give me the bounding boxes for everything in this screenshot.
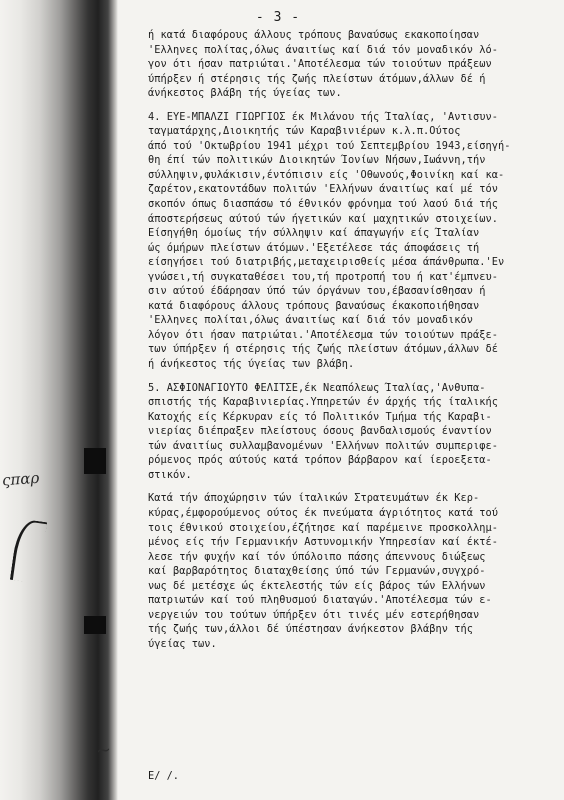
text-line: ή κατά διαφόρους άλλους τρόπους βαναύσως εκακοποίησαν xyxy=(148,29,480,41)
binding-clip xyxy=(84,448,106,474)
margin-handwritten-note: ςπαρ xyxy=(1,468,40,490)
page-number: - 3 - xyxy=(255,10,301,25)
binding-clip xyxy=(84,616,106,634)
paragraph-2 xyxy=(148,110,552,372)
text-line: λόγον ότι ήσαν πατριώται.'Αποτέλεσμα τών τοιούτων πράξε- xyxy=(148,328,498,341)
text-line: πατριωτών καί τού πληθυσμού διαταγών.'Αποτέλεσμα τών ε- xyxy=(148,594,492,607)
text-line: 5. ΑΣΦΙΟΝΑΓΙΟΥΤΟ ΦΕΛΙΤΣΕ,έκ Νεαπόλεως Ίταλίας,'Ανθυπα- xyxy=(148,381,486,394)
paragraph-gap xyxy=(148,482,552,491)
text-line: 'Ελληνες πολίται,όλως άναιτίως καί διά τόν μοναδικόν xyxy=(148,314,473,327)
text-line: γνώσει,τή συγκαταθέσει του,τή προτροπή του ή κατ'έμπνευ- xyxy=(148,270,498,283)
paragraph-gap xyxy=(148,372,552,381)
typed-text-body xyxy=(148,28,552,651)
text-line: κύρας,έμφορούμενος ούτος έκ πνεύματα άγριότητος κατά τού xyxy=(148,506,498,519)
text-line: είσηγήσει τού διατριβής,μεταχειρισθείς μέσα άπάνθρωπα.'Εν xyxy=(148,256,505,269)
text-line: άνήκεστος βλάβη τής ύγείας των. xyxy=(148,87,342,100)
paragraph-4 xyxy=(148,491,552,651)
closing-line: Ε/ /. xyxy=(148,770,179,782)
text-line: σκοπόν όπως διασπάσω τό έθνικόν φρόνημα τού λαού διά τής xyxy=(148,198,498,211)
text-line: ή άνήκεστος τής ύγείας των βλάβη. xyxy=(148,358,355,371)
text-line: σιν αύτού έδάρησαν ύπό τών όργάνων του,έβασανίσθησαν ή xyxy=(148,285,486,298)
paragraph-3 xyxy=(148,381,552,483)
bottom-handwritten-mark: ~ xyxy=(94,739,113,762)
text-line: ύγείας των. xyxy=(148,637,217,650)
text-line: άποστερήσεως αύτού τών ήγετικών καί μαχητικών στοιχείων. xyxy=(148,212,498,225)
text-line: ταγματάρχης,Διοικητής τών Καραβινιέρων κ.λ.π.Ούτος xyxy=(148,125,461,138)
text-line: 'Ελληνες πολίτας,όλως άναιτίως καί διά τόν μοναδικόν λό- xyxy=(148,43,498,56)
text-line: ύπήρξεν ή στέρησις τής ζωής πλείστων άτόμων,άλλων δέ ή xyxy=(148,72,486,85)
text-line: καί βαρβαρότητος διαταχθείσης ύπό τών Γερμανών,συγχρό- xyxy=(148,565,486,578)
text-line: ζαρέτον,εκατοντάδων πολιτών 'Ελλήνων άναιτίως καί μέ τόν xyxy=(148,183,498,196)
binding-shadow xyxy=(0,0,118,800)
text-line: ρόμενος πρός αύτούς κατά τρόπον βάρβαρον καί ίεροεξετα- xyxy=(148,454,492,467)
text-line: ώς όμήρων πλείστων άτόμων.'Εξετέλεσε τάς άποφάσεις τή xyxy=(148,241,480,254)
text-line: γον ότι ήσαν πατριώται.'Αποτέλεσμα τών τοιούτων πράξεων xyxy=(148,58,492,71)
text-line: κατά διαφόρους άλλους τρόπους βαναύσως έκακοποιήθησαν xyxy=(148,299,480,312)
text-line: λεσε τήν φυχήν καί τόν ύπόλοιπο πάσης άπεννους διώξεως xyxy=(148,550,486,563)
text-line: τών άναιτίως συλλαμβανομένων 'Ελλήνων πολιτών συμπεριφε- xyxy=(148,439,498,452)
text-line: Είσηγήθη όμοίως τήν σύλληψιν καί άπαγωγήν είς Ίταλίαν xyxy=(148,227,480,240)
text-line: μένος είς τήν Γερμανικήν Αστυνομικήν Υπηρεσίαν καί έκτέ- xyxy=(148,536,498,549)
text-line: νως δέ μετέσχε ώς έκτελεστής τών είς βάρος τών Ελλήνων xyxy=(148,579,486,592)
text-line: σύλληψιν,φυλάκισιν,έντόπισιν είς 'Οθωνούς,Φοινίκη καί κα- xyxy=(148,168,505,181)
paragraph-1 xyxy=(148,28,552,101)
text-line: των ύπήρξεν ή στέρησις τής ζωής πλείστων άτόμων,άλλων δέ xyxy=(148,343,498,356)
text-line: θη έπί τών πολιτικών Διοικητών Ίονίων Νήσων,Ιωάννη,τήν xyxy=(148,154,486,167)
text-line: νιερίας διέπραξεν πλείστους όσους βανδαλισμούς έναντίον xyxy=(148,425,492,438)
text-line: νεργειών του τούτων ύπήρξεν ότι τινές μέν εστερήθησαν xyxy=(148,608,480,621)
text-line: τής ζωής των,άλλοι δέ ύπέστησαν άνήκεστον βλάβην τής xyxy=(148,623,473,636)
text-line: σπιστής τής Καραβινιερίας.Υπηρετών έν άρχής τής ίταλικής xyxy=(148,396,498,409)
paragraph-gap xyxy=(148,101,552,110)
text-line: 4. ΕΥΕ-ΜΠΑΛΖΙ ΓΙΩΡΓΙΟΣ έκ Μιλάνου τής Ίταλίας, 'Αντισυν- xyxy=(148,110,498,123)
text-line: στικόν. xyxy=(148,468,192,481)
text-line: τοις έθνικού στοιχείου,έζήτησε καί παρέμεινε προσκολλημ- xyxy=(148,521,498,534)
text-line: Κατά τήν άποχώρησιν τών ίταλικών Στρατευμάτων έκ Κερ- xyxy=(148,492,480,505)
text-line: Κατοχής είς Κέρκυραν είς τό Πολιτικόν Τμήμα τής Καραβι- xyxy=(148,410,492,423)
text-line: άπό τού 'Οκτωβρίου 1941 μέχρι τού Σεπτεμβρίου 1943,είσηγή- xyxy=(148,139,511,152)
